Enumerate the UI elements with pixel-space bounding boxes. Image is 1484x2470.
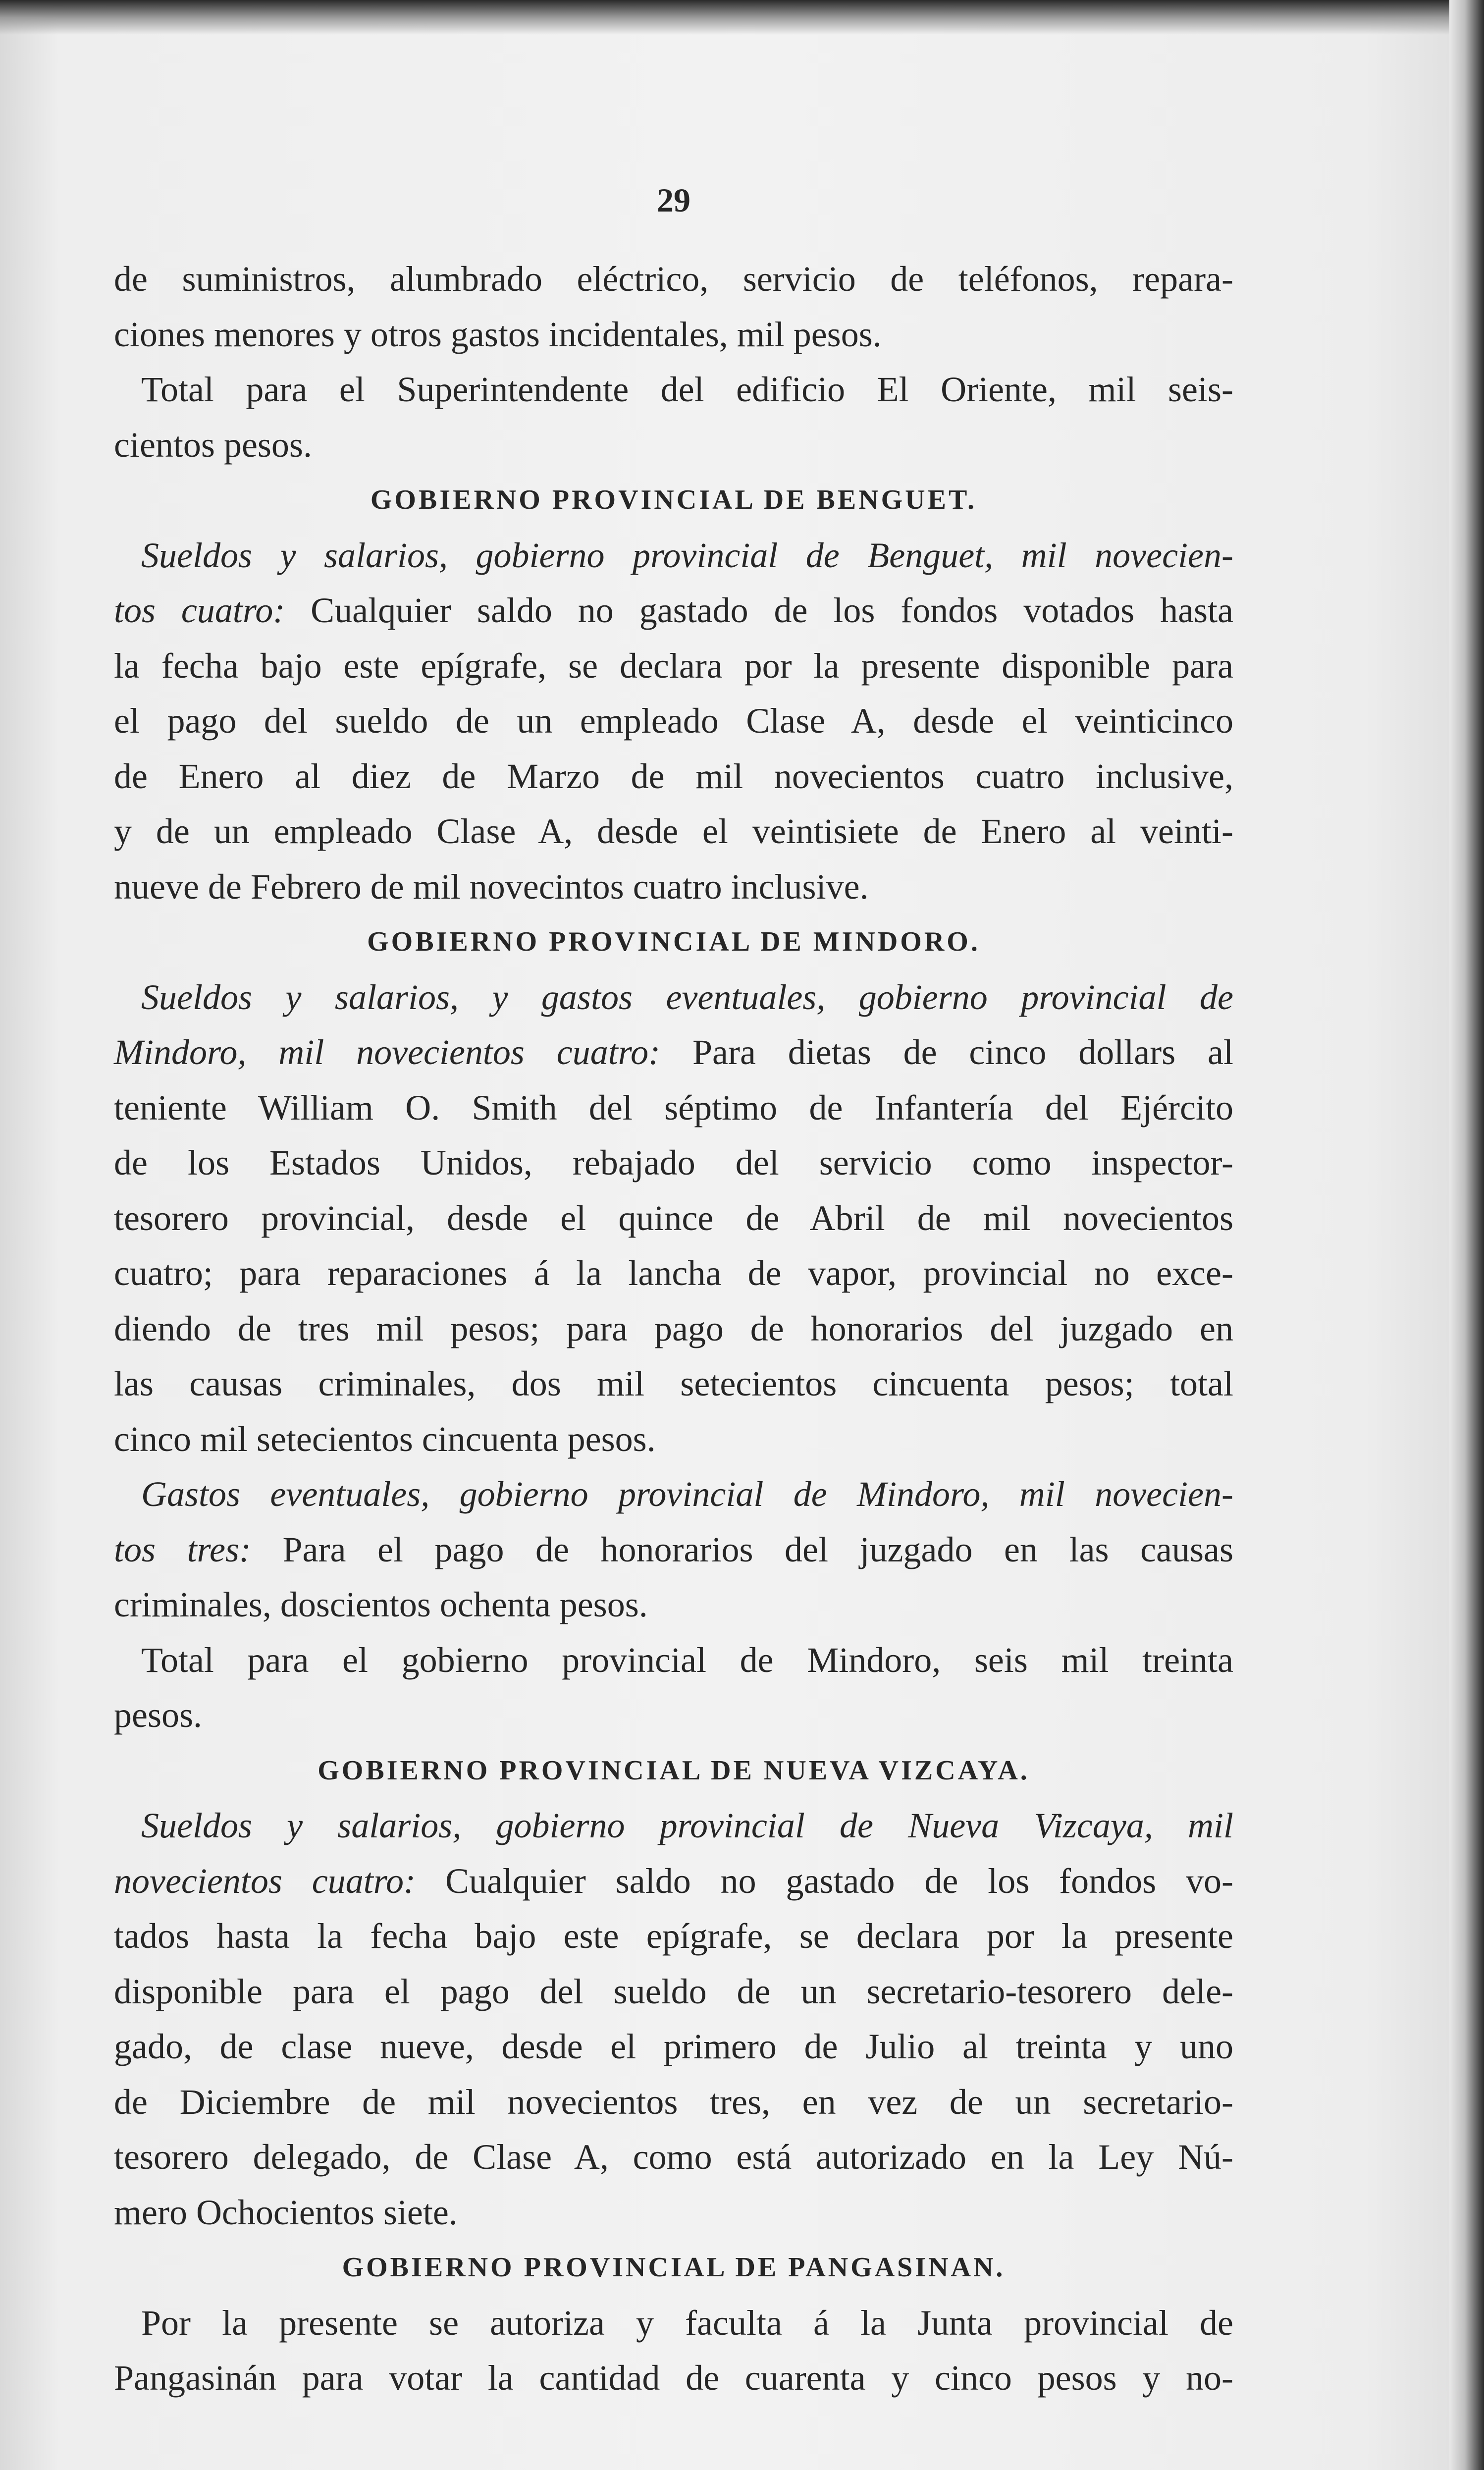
section-heading [114, 473, 1233, 527]
line-text: Total para el gobierno provincial de Mindoro, seis mil treinta [141, 1640, 1233, 1680]
text-line [114, 307, 1233, 362]
line-text: tesorero delegado, de Clase A, como está autorizado en la Ley Nú- [114, 2137, 1233, 2177]
line-text: criminales, doscientos ochenta pesos. [114, 1585, 648, 1624]
line-text: gado, de clase nueve, desde el primero de Julio al treinta y uno [114, 2027, 1233, 2066]
line-text: GOBIERNO PROVINCIAL DE PANGASINAN. [342, 2252, 1006, 2283]
section-heading [114, 914, 1233, 969]
text-line [114, 2019, 1233, 2074]
line-text: Para dietas de cinco dollars al [660, 1032, 1233, 1072]
text-line [114, 1025, 1233, 1079]
line-text: Pangasinán para votar la cantidad de cuarenta y cinco pesos y no- [114, 2358, 1233, 2398]
text-line [114, 1246, 1233, 1300]
line-text: cientos pesos. [114, 425, 312, 465]
line-text: Para el pago de honorarios del juzgado en las causas [251, 1529, 1234, 1569]
text-line [114, 970, 1233, 1024]
line-text: cinco mil setecientos cincuenta pesos. [114, 1419, 656, 1459]
text-line [114, 859, 1233, 914]
text-line [114, 2351, 1233, 2405]
text-line [114, 583, 1233, 638]
text-line [114, 528, 1233, 583]
text-line [114, 252, 1233, 306]
italic-phrase: Sueldos y salarios, gobierno provincial de Benguet, mil novecien- [141, 535, 1233, 575]
line-text: Cualquier saldo no gastado de los fondos votados hasta [285, 591, 1234, 630]
line-text: GOBIERNO PROVINCIAL DE BENGUET. [370, 484, 977, 515]
line-text: Total para el Superintendente del edificio El Oriente, mil seis- [141, 370, 1233, 409]
line-text: tesorero provincial, desde el quince de Abril de mil novecientos [114, 1198, 1233, 1238]
section-heading [114, 2240, 1233, 2295]
italic-phrase: Sueldos y salarios, y gastos eventuales, gobierno provincial de [141, 977, 1233, 1017]
text-line [114, 2075, 1233, 2129]
text-line [114, 1467, 1233, 1521]
text-line [114, 418, 1233, 472]
text-line [114, 1080, 1233, 1135]
text-line [114, 1301, 1233, 1356]
text-line [114, 1412, 1233, 1466]
italic-phrase: novecientos cuatro: [114, 1861, 416, 1901]
line-text: de suministros, alumbrado eléctrico, servicio de teléfonos, repara- [114, 259, 1233, 299]
line-text: Por la presente se autoriza y faculta á la Junta provincial de [141, 2303, 1233, 2343]
line-text: y de un empleado Clase A, desde el veintisiete de Enero al veinti- [114, 811, 1233, 851]
scan-right-edge [1449, 0, 1484, 2470]
line-text: mero Ochocientos siete. [114, 2192, 458, 2232]
text-line [114, 2130, 1233, 2184]
italic-phrase: tos cuatro: [114, 591, 285, 630]
text-line [114, 639, 1233, 693]
line-text: GOBIERNO PROVINCIAL DE MINDORO. [367, 926, 980, 957]
line-text: la fecha bajo este epígrafe, se declara por la presente disponible para [114, 645, 1233, 686]
line-text: tados hasta la fecha bajo este epígrafe, se declara por la presente [114, 1916, 1233, 1956]
text-line [114, 362, 1233, 417]
line-text: GOBIERNO PROVINCIAL DE NUEVA VIZCAYA. [318, 1755, 1030, 1786]
line-text: disponible para el pago del sueldo de un secretario-tesorero dele- [114, 1971, 1233, 2011]
text-line [114, 1798, 1233, 1853]
text-line [114, 1909, 1233, 1963]
section-heading [114, 1743, 1233, 1798]
italic-phrase: Mindoro, mil novecientos cuatro: [114, 1032, 661, 1072]
line-text: pesos. [114, 1695, 202, 1735]
page-number: 29 [657, 181, 690, 219]
line-text: ciones menores y otros gastos incidentales, mil pesos. [114, 314, 882, 354]
line-text: de Enero al diez de Marzo de mil novecientos cuatro inclusive, [114, 756, 1233, 796]
line-text: de los Estados Unidos, rebajado del servicio como inspector- [114, 1143, 1233, 1182]
text-line [114, 1356, 1233, 1411]
text-line [114, 1964, 1233, 2019]
italic-phrase: Sueldos y salarios, gobierno provincial de Nueva Vizcaya, mil [141, 1806, 1233, 1845]
scan-top-edge [0, 0, 1484, 35]
text-line [114, 749, 1233, 804]
line-text: diendo de tres mil pesos; para pago de honorarios del juzgado en [114, 1308, 1233, 1348]
line-text: el pago del sueldo de un empleado Clase A, desde el veinticinco [114, 701, 1233, 741]
line-text: nueve de Febrero de mil novecintos cuatro inclusive. [114, 866, 869, 907]
line-text: de Diciembre de mil novecientos tres, en vez de un secretario- [114, 2082, 1233, 2122]
text-line [114, 2296, 1233, 2350]
text-line [114, 1191, 1233, 1245]
text-line [114, 1854, 1233, 1908]
text-line [114, 694, 1233, 748]
text-line [114, 1577, 1233, 1632]
line-text: cuatro; para reparaciones á la lancha de vapor, provincial no exce- [114, 1253, 1233, 1293]
line-text: las causas criminales, dos mil setecientos cincuenta pesos; total [114, 1364, 1233, 1403]
line-text: teniente William O. Smith del séptimo de Infantería del Ejército [114, 1087, 1233, 1128]
text-line [114, 1135, 1233, 1190]
text-line [114, 1688, 1233, 1742]
text-line [114, 804, 1233, 859]
line-text: Cualquier saldo no gastado de los fondos vo- [416, 1861, 1234, 1901]
italic-phrase: Gastos eventuales, gobierno provincial de Mindoro, mil novecien- [141, 1474, 1233, 1514]
text-line [114, 1522, 1233, 1577]
italic-phrase: tos tres: [114, 1529, 251, 1569]
text-line [114, 2185, 1233, 2240]
text-line [114, 1633, 1233, 1687]
